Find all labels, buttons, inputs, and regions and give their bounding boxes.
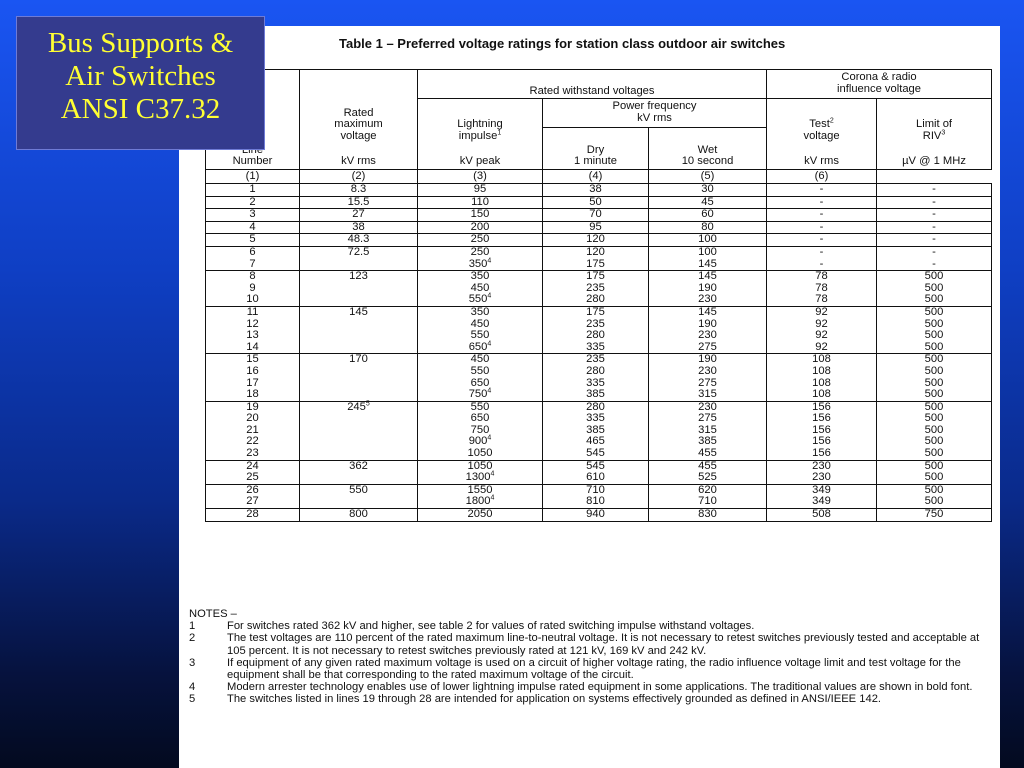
cell-rated-max-voltage: 27 — [300, 209, 418, 222]
cell-wet: 145 — [649, 259, 767, 271]
cell-riv-limit: 500 — [877, 460, 992, 472]
note-number: 2 — [189, 632, 196, 645]
cell-riv-limit: 500 — [877, 401, 992, 413]
cell-lightning-impulse: 550 — [418, 401, 543, 413]
table-row — [206, 221, 992, 234]
cell-riv-limit: 500 — [877, 366, 992, 378]
cell-riv-limit: 500 — [877, 283, 992, 295]
cell-lightning-impulse: 2050 — [418, 509, 543, 522]
cell-rated-max-voltage: 15.5 — [300, 196, 418, 209]
cell-line-number: 27 — [206, 496, 300, 508]
cell-lightning-impulse: 1800$^4$ — [418, 496, 543, 508]
cell-line-number: 23 — [206, 448, 300, 460]
cell-wet: 275 — [649, 378, 767, 390]
cell-wet: 45 — [649, 196, 767, 209]
table-row — [206, 271, 992, 283]
cell-wet: 190 — [649, 283, 767, 295]
row-group — [206, 234, 992, 247]
cell-wet: 230 — [649, 401, 767, 413]
cell-lightning-impulse: 450 — [418, 283, 543, 295]
note — [189, 632, 989, 656]
cell-riv-limit: 500 — [877, 354, 992, 366]
cell-line-number: 11 — [206, 306, 300, 318]
cell-wet: 710 — [649, 496, 767, 508]
cell-dry: 280 — [543, 294, 649, 306]
cell-lightning-impulse: 450 — [418, 319, 543, 331]
cell-riv-limit: 500 — [877, 330, 992, 342]
cell-lightning-impulse: 750 — [418, 425, 543, 437]
column-number: (3) — [418, 170, 543, 184]
cell-rated-max-voltage: 362 — [300, 460, 418, 484]
table-row — [206, 509, 992, 522]
cell-test-voltage: 92 — [767, 306, 877, 318]
cell-line-number: 21 — [206, 425, 300, 437]
cell-line-number: 7 — [206, 259, 300, 271]
note-text: For switches rated 362 kV and higher, see table 2 for values of rated switching impulse withstand voltages. — [227, 620, 755, 633]
notes — [189, 608, 989, 706]
table-row — [206, 209, 992, 222]
table-row — [206, 306, 992, 318]
slide-title — [16, 16, 265, 150]
row-group — [206, 354, 992, 401]
cell-test-voltage: 92 — [767, 342, 877, 354]
cell-lightning-impulse: $350^4$ — [418, 259, 543, 271]
cell-dry: 38 — [543, 184, 649, 197]
slide-title-line: ANSI C37.32 — [60, 93, 221, 125]
cell-wet: 100 — [649, 246, 767, 258]
cell-line-number: 3 — [206, 209, 300, 222]
cell-lightning-impulse: $550^4$ — [418, 294, 543, 306]
cell-lightning-impulse: 250 — [418, 234, 543, 247]
note — [189, 620, 989, 632]
cell-rated-max-voltage: 550 — [300, 484, 418, 508]
cell-dry: 120 — [543, 246, 649, 258]
column-number: (6) — [767, 170, 877, 184]
cell-rated-max-voltage: 170 — [300, 354, 418, 401]
cell-test-voltage: - — [767, 234, 877, 247]
cell-test-voltage: 508 — [767, 509, 877, 522]
cell-lightning-impulse: 1050 — [418, 448, 543, 460]
cell-test-voltage: 108 — [767, 378, 877, 390]
cell-line-number: 24 — [206, 460, 300, 472]
voltage-ratings-table — [205, 69, 992, 522]
cell-lightning-impulse: 650 — [418, 378, 543, 390]
cell-dry: 235 — [543, 354, 649, 366]
cell-lightning-impulse: 350 — [418, 271, 543, 283]
note — [189, 657, 989, 681]
cell-lightning-impulse: $750^4$ — [418, 389, 543, 401]
note-text: The test voltages are 110 percent of the rated maximum line-to-neutral voltage. It is not necessary to retest switches previously tested and acceptable at 105 percent. It is not necessary to retest switches previously rated at 121 kV, 169 kV and 242 kV. — [227, 632, 980, 657]
column-number: (4) — [543, 170, 649, 184]
cell-dry: 810 — [543, 496, 649, 508]
row-group — [206, 246, 992, 270]
cell-riv-limit: 500 — [877, 271, 992, 283]
cell-riv-limit: 500 — [877, 342, 992, 354]
cell-line-number: 28 — [206, 509, 300, 522]
cell-line-number: 26 — [206, 484, 300, 496]
cell-dry: 385 — [543, 389, 649, 401]
cell-wet: 145 — [649, 306, 767, 318]
cell-wet: 30 — [649, 184, 767, 197]
cell-test-voltage: 78 — [767, 294, 877, 306]
slide-title-line: Bus Supports & — [47, 27, 234, 59]
cell-wet: 60 — [649, 209, 767, 222]
header-line-number: Number — [206, 70, 300, 170]
cell-dry: 545 — [543, 460, 649, 472]
cell-dry: 235 — [543, 319, 649, 331]
row-group — [206, 484, 992, 508]
header-power-frequency: Power frequency kV rms — [543, 99, 767, 128]
cell-riv-limit: - — [877, 259, 992, 271]
cell-dry: 175 — [543, 271, 649, 283]
cell-riv-limit: - — [877, 196, 992, 209]
cell-test-voltage: - — [767, 221, 877, 234]
cell-line-number: 25 — [206, 472, 300, 484]
note — [189, 681, 989, 693]
cell-riv-limit: 500 — [877, 425, 992, 437]
cell-riv-limit: - — [877, 246, 992, 258]
cell-lightning-impulse: 110 — [418, 196, 543, 209]
table-row — [206, 184, 992, 197]
cell-riv-limit: 500 — [877, 306, 992, 318]
header-riv-limit: Limit of RIV$^3$ µV @ 1 MHz — [877, 99, 992, 170]
cell-rated-max-voltage: 123 — [300, 271, 418, 307]
cell-wet: 830 — [649, 509, 767, 522]
cell-wet: 525 — [649, 472, 767, 484]
cell-riv-limit: 500 — [877, 413, 992, 425]
cell-test-voltage: - — [767, 196, 877, 209]
cell-lightning-impulse: 250 — [418, 246, 543, 258]
cell-dry: 120 — [543, 234, 649, 247]
note-number: 4 — [189, 681, 196, 694]
header-dry: Dry 1 minute — [543, 128, 649, 170]
cell-dry: 50 — [543, 196, 649, 209]
cell-wet: 100 — [649, 234, 767, 247]
header-corona: Corona & radio influence voltage — [767, 70, 992, 99]
cell-line-number: 19 — [206, 401, 300, 413]
cell-wet: 275 — [649, 413, 767, 425]
cell-test-voltage: 349 — [767, 484, 877, 496]
cell-wet: 230 — [649, 366, 767, 378]
cell-lightning-impulse: 350 — [418, 306, 543, 318]
cell-rated-max-voltage: 8.3 — [300, 184, 418, 197]
cell-riv-limit: 500 — [877, 436, 992, 448]
cell-lightning-impulse: 200 — [418, 221, 543, 234]
cell-test-voltage: 156 — [767, 413, 877, 425]
cell-line-number: 10 — [206, 294, 300, 306]
cell-lightning-impulse: $900^4$ — [418, 436, 543, 448]
cell-lightning-impulse: 150 — [418, 209, 543, 222]
cell-wet: 145 — [649, 271, 767, 283]
cell-line-number: 20 — [206, 413, 300, 425]
row-group — [206, 460, 992, 484]
cell-test-voltage: - — [767, 209, 877, 222]
cell-dry: 385 — [543, 425, 649, 437]
cell-dry: 95 — [543, 221, 649, 234]
cell-lightning-impulse: 95 — [418, 184, 543, 197]
cell-wet: 275 — [649, 342, 767, 354]
column-number: (5) — [649, 170, 767, 184]
cell-dry: 70 — [543, 209, 649, 222]
row-group — [206, 209, 992, 222]
cell-test-voltage: 108 — [767, 366, 877, 378]
cell-line-number: 12 — [206, 319, 300, 331]
cell-dry: 610 — [543, 472, 649, 484]
cell-riv-limit: - — [877, 234, 992, 247]
cell-line-number: 6 — [206, 246, 300, 258]
header-rated-withstand: Rated withstand voltages — [418, 70, 767, 99]
cell-lightning-impulse: 550 — [418, 330, 543, 342]
cell-lightning-impulse: 1050 — [418, 460, 543, 472]
cell-riv-limit: 500 — [877, 294, 992, 306]
cell-dry: 710 — [543, 484, 649, 496]
row-group — [206, 221, 992, 234]
row-group — [206, 271, 992, 307]
cell-line-number: 9 — [206, 283, 300, 295]
cell-wet: 230 — [649, 330, 767, 342]
cell-wet: 190 — [649, 354, 767, 366]
header-test-voltage: Test$^2$ voltage kV rms — [767, 99, 877, 170]
row-group — [206, 196, 992, 209]
cell-test-voltage: 108 — [767, 354, 877, 366]
cell-riv-limit: 500 — [877, 389, 992, 401]
cell-wet: 315 — [649, 425, 767, 437]
table-row — [206, 196, 992, 209]
cell-wet: 455 — [649, 460, 767, 472]
cell-riv-limit: 500 — [877, 472, 992, 484]
cell-line-number: 1 — [206, 184, 300, 197]
column-number: (2) — [300, 170, 418, 184]
cell-rated-max-voltage: 48.3 — [300, 234, 418, 247]
cell-wet: 385 — [649, 436, 767, 448]
cell-rated-max-voltage: 38 — [300, 221, 418, 234]
cell-wet: 80 — [649, 221, 767, 234]
cell-wet: 455 — [649, 448, 767, 460]
cell-dry: 335 — [543, 342, 649, 354]
cell-test-voltage: 156 — [767, 436, 877, 448]
note-text: Modern arrester technology enables use of lower lightning impulse rated equipment in some applications. The traditional values are shown in bold font. — [227, 681, 973, 694]
note-text: The switches listed in lines 19 through 28 are intended for application on systems effectively grounded as defined in ANSI/IEEE 142. — [227, 693, 882, 706]
cell-test-voltage: - — [767, 246, 877, 258]
cell-riv-limit: 750 — [877, 509, 992, 522]
cell-test-voltage: 349 — [767, 496, 877, 508]
cell-wet: 315 — [649, 389, 767, 401]
note-number: 1 — [189, 620, 196, 633]
cell-lightning-impulse: 1550 — [418, 484, 543, 496]
cell-dry: 280 — [543, 401, 649, 413]
table-title: Table 1 – Preferred voltage ratings for station class outdoor air switches — [339, 36, 786, 51]
row-group — [206, 184, 992, 197]
table-row — [206, 246, 992, 258]
cell-line-number: 13 — [206, 330, 300, 342]
column-number: (1) — [206, 170, 300, 184]
cell-wet: 230 — [649, 294, 767, 306]
cell-riv-limit: - — [877, 209, 992, 222]
cell-test-voltage: 92 — [767, 330, 877, 342]
row-group — [206, 401, 992, 460]
cell-test-voltage: 78 — [767, 283, 877, 295]
cell-lightning-impulse: 1300$^4$ — [418, 472, 543, 484]
cell-line-number: 5 — [206, 234, 300, 247]
cell-dry: 175 — [543, 306, 649, 318]
cell-riv-limit: 500 — [877, 448, 992, 460]
cell-wet: 190 — [649, 319, 767, 331]
cell-line-number: 2 — [206, 196, 300, 209]
slide-title-line: Air Switches — [65, 60, 216, 92]
cell-test-voltage: 108 — [767, 389, 877, 401]
cell-riv-limit: 500 — [877, 378, 992, 390]
note-number: 3 — [189, 656, 196, 669]
cell-test-voltage: 156 — [767, 401, 877, 413]
header-lightning-impulse: Lightning impulse$^1$ kV peak — [418, 99, 543, 170]
cell-riv-limit: - — [877, 221, 992, 234]
cell-dry: 235 — [543, 283, 649, 295]
cell-riv-limit: 500 — [877, 484, 992, 496]
cell-test-voltage: 78 — [767, 271, 877, 283]
cell-line-number: 15 — [206, 354, 300, 366]
cell-rated-max-voltage: 145 — [300, 306, 418, 353]
cell-dry: 335 — [543, 378, 649, 390]
cell-dry: 335 — [543, 413, 649, 425]
cell-riv-limit: 500 — [877, 319, 992, 331]
row-group — [206, 509, 992, 522]
cell-lightning-impulse: $650^4$ — [418, 342, 543, 354]
cell-dry: 940 — [543, 509, 649, 522]
cell-line-number: 4 — [206, 221, 300, 234]
cell-test-voltage: - — [767, 184, 877, 197]
cell-lightning-impulse: 450 — [418, 354, 543, 366]
cell-test-voltage: - — [767, 259, 877, 271]
notes-heading: NOTES – — [189, 608, 237, 620]
cell-line-number: 14 — [206, 342, 300, 354]
cell-test-voltage: 156 — [767, 448, 877, 460]
cell-line-number: 16 — [206, 366, 300, 378]
note-number: 5 — [189, 693, 196, 706]
row-group — [206, 306, 992, 353]
cell-line-number: 18 — [206, 389, 300, 401]
cell-rated-max-voltage: $245^5$ — [300, 401, 418, 460]
cell-test-voltage: 230 — [767, 472, 877, 484]
cell-lightning-impulse: 650 — [418, 413, 543, 425]
cell-dry: 175 — [543, 259, 649, 271]
cell-lightning-impulse: 550 — [418, 366, 543, 378]
cell-test-voltage: 230 — [767, 460, 877, 472]
cell-dry: 545 — [543, 448, 649, 460]
cell-riv-limit: 500 — [877, 496, 992, 508]
cell-test-voltage: 156 — [767, 425, 877, 437]
header-rated-max-voltage: Rated maximum voltage kV rms — [300, 70, 418, 170]
cell-riv-limit: - — [877, 184, 992, 197]
cell-rated-max-voltage: 800 — [300, 509, 418, 522]
table-row — [206, 234, 992, 247]
cell-wet: 620 — [649, 484, 767, 496]
note — [189, 693, 989, 705]
cell-line-number: 22 — [206, 436, 300, 448]
cell-line-number: 17 — [206, 378, 300, 390]
document-page — [179, 26, 1000, 768]
header-wet: Wet 10 second — [649, 128, 767, 170]
cell-rated-max-voltage: 72.5 — [300, 246, 418, 270]
cell-line-number: 8 — [206, 271, 300, 283]
cell-dry: 280 — [543, 330, 649, 342]
cell-test-voltage: 92 — [767, 319, 877, 331]
cell-dry: 465 — [543, 436, 649, 448]
cell-dry: 280 — [543, 366, 649, 378]
note-text: If equipment of any given rated maximum voltage is used on a circuit of higher voltage rating, the radio influence voltage limit and test voltage for the equipment shall be that corresponding to the rated maximum voltage of the circuit. — [227, 656, 961, 682]
